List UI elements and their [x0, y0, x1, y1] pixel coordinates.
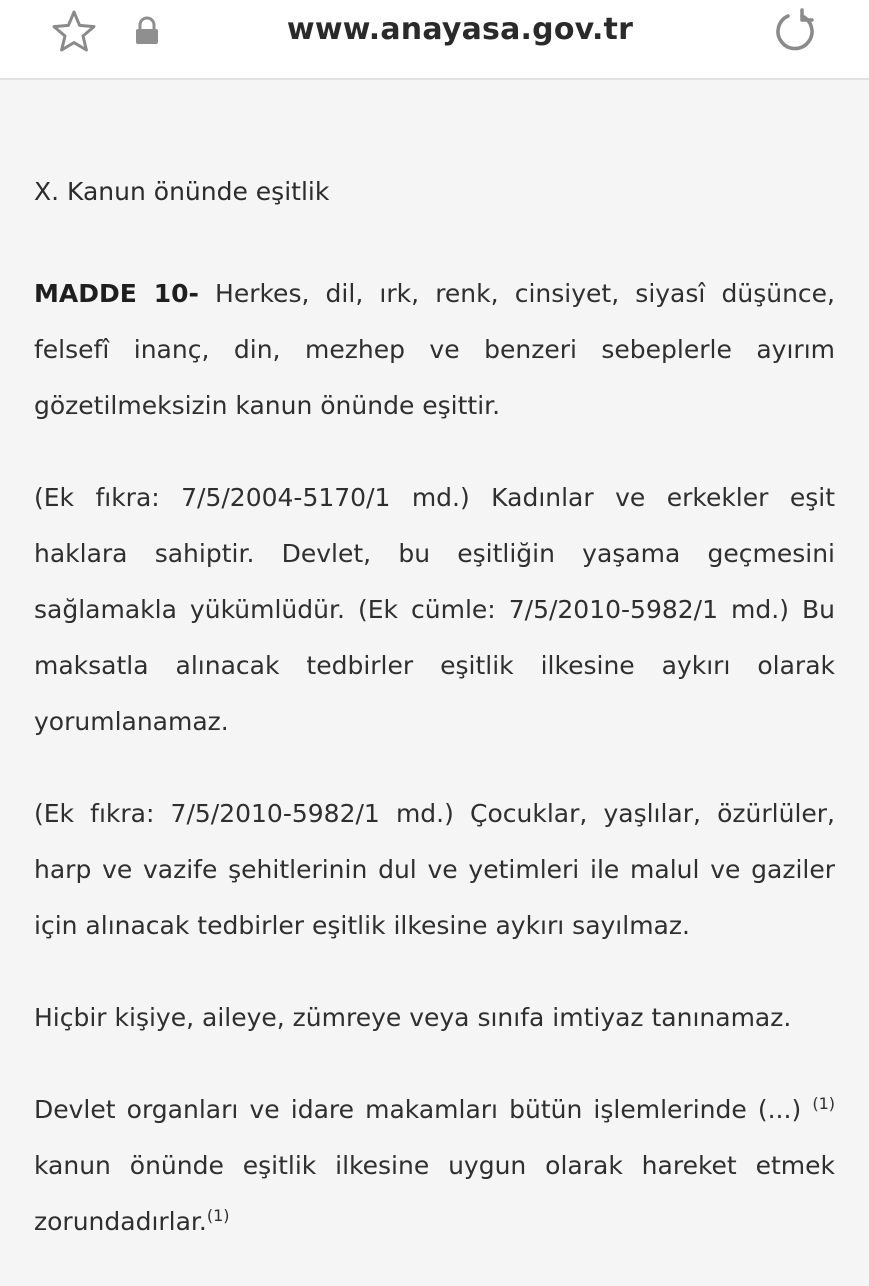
browser-toolbar: [0, 0, 869, 80]
paragraph-3: (Ek fıkra: 7/5/2010-5982/1 md.) Çocuklar, yaşlılar, özürlüler, harp ve vazife şehitlerinin dul ve yetimleri ile malul ve gaziler için alınacak tedbirler eşitlik ilkesine aykırı sayılmaz.: [34, 799, 835, 940]
paragraph-4: Hiçbir kişiye, aileye, zümreye veya sınıfa imtiyaz tanınamaz.: [34, 1003, 792, 1032]
paragraph-5-part2: kanun önünde eşitlik ilkesine uygun olarak hareket etmek zorundadırlar.: [34, 1151, 835, 1236]
article-heading: X. Kanun önünde eşitlik: [34, 177, 330, 206]
star-icon[interactable]: [50, 8, 98, 56]
paragraph-5: [34, 1082, 835, 1250]
footnote-ref[interactable]: (1): [206, 1206, 230, 1225]
article-content: [34, 160, 835, 1286]
paragraph-1-text: Herkes, dil, ırk, renk, cinsiyet, siyasî düşünce, felsefî inanç, din, mezhep ve benzeri sebeplerle ayırım gözetilmeksizin kanun önünde eşittir.: [34, 279, 835, 420]
paragraph-2: (Ek fıkra: 7/5/2004-5170/1 md.) Kadınlar ve erkekler eşit haklara sahiptir. Devlet, bu eşitliğin yaşama geçmesini sağlamakla yükümlüdür. (Ek cümle: 7/5/2010-5982/1 md.) Bu maksatla alınacak tedbirler eşitlik ilkesine aykırı olarak yorumlanamaz.: [34, 483, 835, 736]
paragraph-5-part1: Devlet organları ve idare makamları bütün işlemlerinde (...): [34, 1095, 813, 1124]
footnote-ref[interactable]: (1): [812, 1094, 835, 1113]
madde-label: MADDE 10-: [34, 279, 199, 308]
url-bar[interactable]: www.anayasa.gov.tr: [286, 12, 634, 47]
lock-icon: [134, 16, 160, 46]
paragraph-madde-10: [34, 266, 835, 434]
reload-icon[interactable]: [770, 6, 820, 56]
